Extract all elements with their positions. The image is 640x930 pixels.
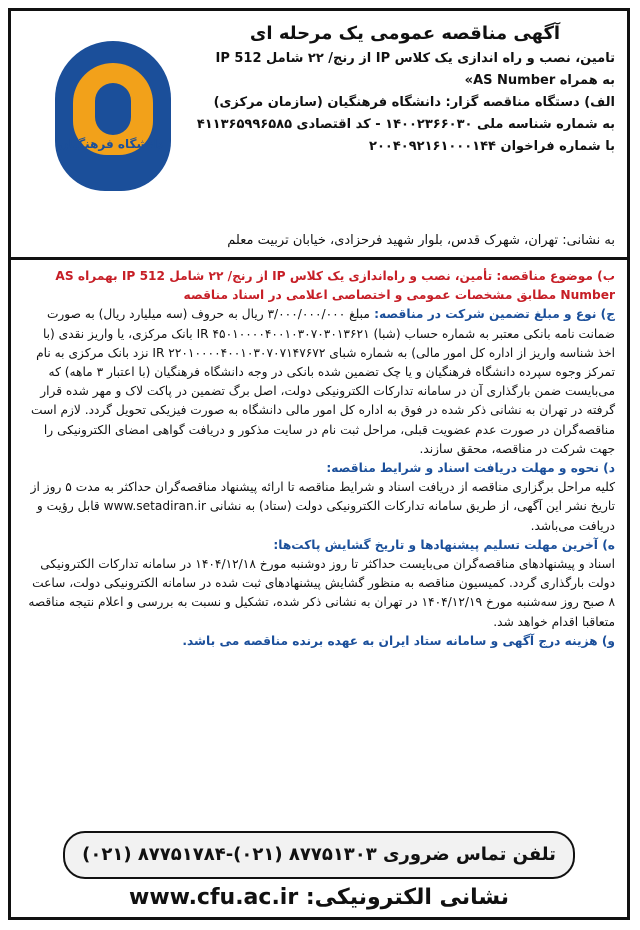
section-b-text: تأمین، نصب و راه‌اندازی یک کلاس IP از رنج/ ۲۲ شامل IP 512 بهمراه AS Number مطابق مشخصات عمومی و اختصاصی اعلامی در اسناد مناقصه (55, 269, 615, 303)
section-c-label: ج) نوع و مبلغ تضمین شرکت در مناقصه: (369, 307, 615, 322)
section-b (23, 267, 615, 305)
section-d (23, 459, 615, 478)
address-line: به نشانی: تهران، شهرک قدس، بلوار شهید فرحزادی، خیابان تربیت معلم (227, 233, 615, 248)
notice-subtitle: تامین، نصب و راه اندازی یک کلاس IP از رنج/ ۲۲ شامل IP 512 (215, 51, 615, 66)
header-divider (11, 257, 627, 260)
section-d-body: کلیه مراحل برگزاری مناقصه از دریافت اسناد و شرایط مناقصه تا ارائه پیشنهاد مناقصه‌گران حداکثر به مدت ۵ روز از تاریخ نشر این آگهی، از طریق سامانه تدارکات الکترونیکی دولت (ستاد) به نشانی www.setadiran.ir قابل رؤیت و دریافت می‌باشد. (30, 480, 615, 533)
notice-body (23, 267, 615, 651)
university-logo (55, 41, 171, 191)
phone-box: تلفن تماس ضروری ۸۷۷۵۱۳۰۳ (۰۲۱)-۸۷۷۵۱۷۸۴ (۰۲۱) (63, 831, 575, 879)
section-e (23, 536, 615, 555)
notice-footer (11, 831, 627, 921)
web-label: نشانی الکترونیکی: (305, 885, 509, 910)
web-url-link[interactable]: www.cfu.ac.ir (129, 885, 299, 910)
section-d-label: د) نحوه و مهلت دریافت اسناد و شرایط مناقصه: (326, 461, 615, 476)
logo-core-shape (95, 83, 131, 135)
section-c-text: مبلغ ۳/۰۰۰/۰۰۰/۰۰۰ ریال به حروف (سه میلیارد ریال) به صورت ضمانت نامه بانکی معتبر به شماره حساب (شبا) IR ۴۵۰۱۰۰۰۰۴۰۰۱۰۳۰۷۰۳۰۱۳۶۲۱ بانک مرکزی، یا واریز نقدی (با اخذ شناسه واریز از اداره کل امور مالی) به شماره شبای IR ۲۲۰۱۰۰۰۰۴۰۰۱۰۳۰۷۰۷۱۴۷۶۷۲ نزد بانک مرکزی به نام تمرکز وجوه سپرده دانشگاه فرهنگیان و یا چک تضمین شده بانکی در وجه دانشگاه فرهنگیان (با اعتبار ۳ ماهه) که می‌بایست ضمن بارگذاری آن در سامانه تدارکات الکترونیکی دولت، اصل برگ تضمین در پاکت لاک و مهر شده قرار گرفته در تهران به نشانی ذکر شده در فوق به اداره کل امور مالی دانشگاه به صورت فیزیکی تحویل گردد. لازم است مناقصه‌گران در صورت عدم عضویت قبلی، مراحل ثبت نام در سایت مذکور و دریافت گواهی امضای الکترونیکی را جهت شرکت در مناقصه، محقق سازند. (31, 307, 615, 456)
header-text-block (195, 23, 615, 158)
section-e-body: اسناد و پیشنهادهای مناقصه‌گران می‌بایست حداکثر تا روز دوشنبه مورخ ۱۴۰۴/۱۲/۱۸ در سامانه تدارکات الکترونیکی دولت بارگذاری گردد. کمیسیون مناقصه به منظور گشایش پیشنهادهای ثبت شده در سامانه الکترونیکی دولت، ساعت ۸ صبح روز سه‌شنبه مورخ ۱۴۰۴/۱۲/۱۹ در تهران به نشانی ذکر شده، تشکیل و نسبت به بررسی و اعلام نتیجه مناقصه متعاقبا اقدام خواهد شد. (28, 557, 615, 629)
notice-subtitle-cont: به همراه AS Number» (464, 73, 615, 88)
section-a: الف) دستگاه مناقصه گزار: دانشگاه فرهنگیان (سازمان مرکزی) (213, 95, 615, 110)
call-number: با شماره فراخوان ۲۰۰۴۰۹۲۱۶۱۰۰۰۱۴۴ (369, 139, 615, 154)
notice-title: آگهی مناقصه عمومی یک مرحله ای (249, 23, 561, 44)
section-f: و) هزینه درج آگهی و سامانه ستاد ایران به عهده برنده مناقصه می باشد. (182, 633, 615, 648)
notice-frame (8, 8, 630, 920)
notice-header (11, 11, 627, 257)
logo-caption: دانشگاه فرهنگیان (58, 137, 164, 151)
national-id: به شماره شناسه ملی ۱۴۰۰۲۳۶۶۰۳۰ - کد اقتصادی ۴۱۱۳۶۵۹۹۶۵۸۵ (196, 117, 615, 132)
section-b-label: ب) موضوع مناقصه: (492, 269, 615, 283)
web-address (11, 885, 627, 910)
section-e-label: ه) آخرین مهلت تسلیم پیشنهادها و تاریخ گشایش پاکت‌ها: (273, 537, 615, 552)
section-c (23, 305, 615, 459)
